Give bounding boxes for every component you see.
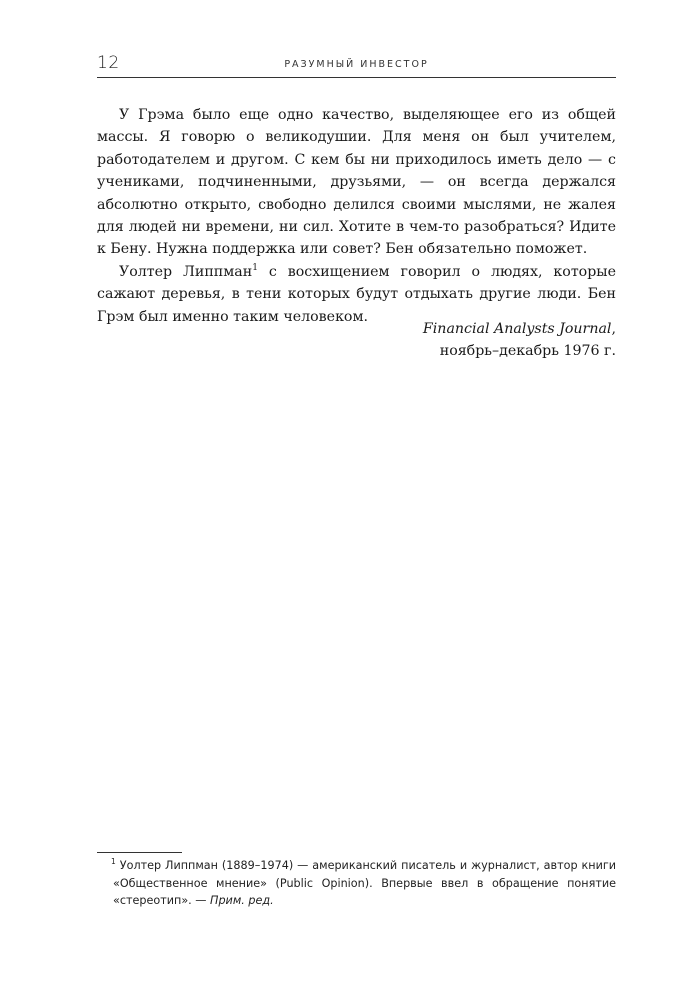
running-title: РАЗУМНЫЙ ИНВЕСТОР xyxy=(284,59,429,70)
main-text xyxy=(97,104,616,328)
footnote-divider xyxy=(97,852,182,853)
publication-date: ноябрь–декабрь 1976 г. xyxy=(439,343,616,360)
paragraph-text: с восхищением говорил о людях, которые сажают деревья, в тени которых будут отдыхать другие люди. Бен Грэм был именно таким человеком. xyxy=(97,263,616,325)
footnote-paragraph xyxy=(97,857,616,910)
journal-line xyxy=(423,318,616,340)
footnote-text: Уолтер Липпман (1889–1974) — американский писатель и журналист, автор книги «Общественное мнение» (Public Opinion). Впервые ввел в обращение понятие «стереотип». — xyxy=(113,859,616,908)
paragraph: У Грэма было еще одно качество, выделяющее его из общей массы. Я говорю о великодушии. Для меня он был учителем, работодателем и другом. С кем бы ни приходилось иметь дело — с учениками, подчиненными, друзьями, — он всегда держался абсолютно открыто, свободно делился своими мыслями, не жалея для людей ни времени, ни сил. Хотите в чем-то разобраться? Идите к Бену. Нужна поддержка или совет? Бен обязательно поможет. xyxy=(97,107,616,258)
journal-title: Financial Analysts Journal xyxy=(422,321,612,337)
page-header xyxy=(97,51,616,78)
editor-note: Прим. ред. xyxy=(210,894,274,908)
journal-comma: , xyxy=(611,321,616,337)
page-number: 12 xyxy=(97,53,120,73)
footnote xyxy=(97,857,616,910)
footnote-marker: 1 xyxy=(111,857,116,866)
footnote-reference[interactable]: 1 xyxy=(252,262,258,273)
source-citation xyxy=(423,318,616,363)
paragraph-text: Уолтер Липпман xyxy=(119,263,253,280)
